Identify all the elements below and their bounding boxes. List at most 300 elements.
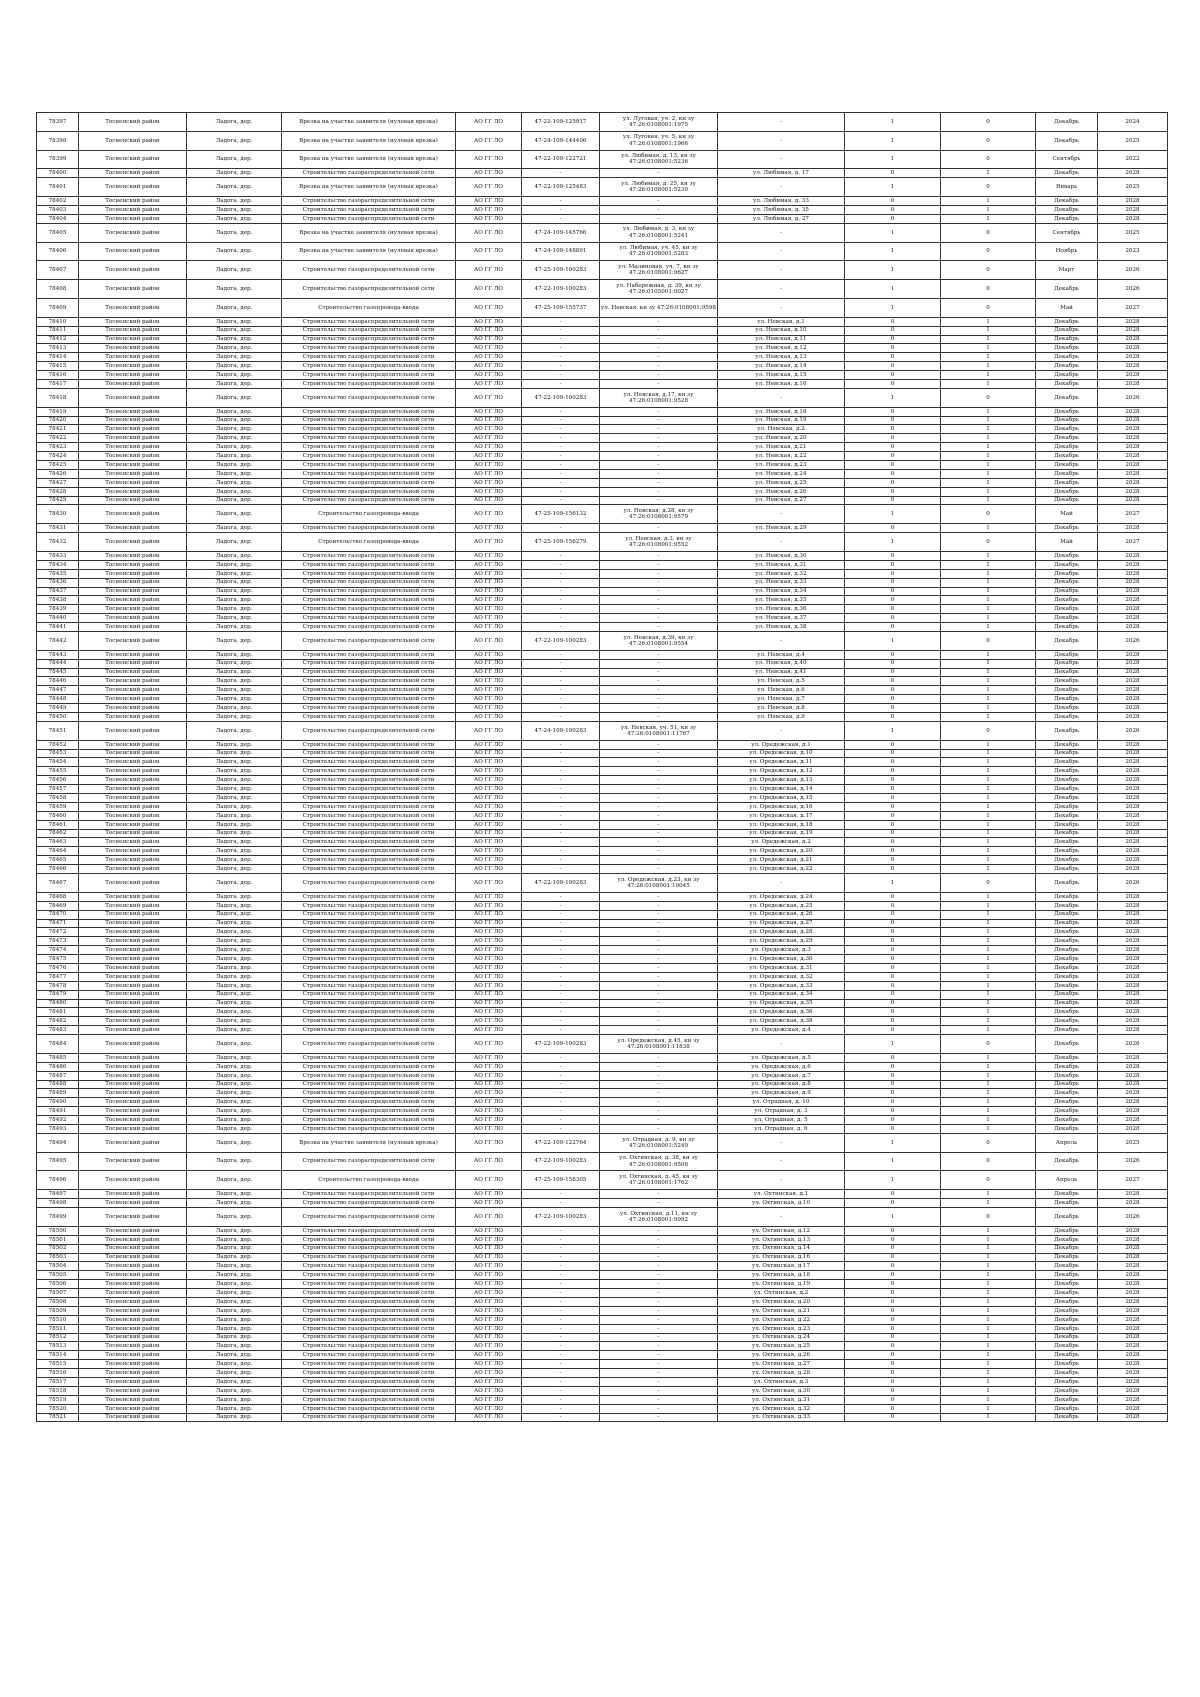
cell-row-number: 78508 (37, 1297, 79, 1306)
cell-row-number: 78429 (37, 496, 79, 505)
cell-request-number: - (522, 425, 600, 434)
cell-address: ул. Любимая, д. 17 (718, 169, 845, 178)
cell-organization: АО ГГ ЛО (456, 767, 522, 776)
cell-year: 2028 (1098, 1271, 1168, 1280)
cell-row-number: 78403 (37, 205, 79, 214)
cell-district: Тосненский район (79, 1089, 187, 1098)
cell-quantity-2: 1 (941, 865, 1036, 874)
cell-address: - (718, 298, 845, 317)
cell-address: ул. Невская, д.41 (718, 668, 845, 677)
cell-organization: АО ГГ ЛО (456, 614, 522, 623)
cell-work-type: Строительство газораспределительной сети (282, 1271, 456, 1280)
cell-settlement: Ладога, дер. (187, 668, 282, 677)
cell-organization: АО ГГ ЛО (456, 242, 522, 261)
cell-year: 2028 (1098, 1199, 1168, 1208)
cell-month: Декабрь (1036, 1116, 1098, 1125)
cell-district: Тосненский район (79, 425, 187, 434)
table-row (37, 205, 1168, 214)
cell-organization: АО ГГ ЛО (456, 496, 522, 505)
cell-district: Тосненский район (79, 496, 187, 505)
cell-year: 2028 (1098, 1226, 1168, 1235)
cell-cadastral-address: - (600, 1226, 718, 1235)
cell-year: 2028 (1098, 1386, 1168, 1395)
cell-work-type: Строительство газопровода-ввода (282, 298, 456, 317)
cell-work-type: Строительство газораспределительной сети (282, 1071, 456, 1080)
cell-cadastral-address: - (600, 379, 718, 388)
cell-request-number: - (522, 1026, 600, 1035)
cell-quantity-1: 0 (845, 1342, 941, 1351)
cell-row-number: 78448 (37, 695, 79, 704)
cell-organization: АО ГГ ЛО (456, 487, 522, 496)
cell-settlement: Ладога, дер. (187, 1171, 282, 1190)
cell-year: 2028 (1098, 785, 1168, 794)
cell-work-type: Строительство газораспределительной сети (282, 587, 456, 596)
cell-quantity-2: 0 (941, 1208, 1036, 1227)
table-row (37, 856, 1168, 865)
cell-year: 2028 (1098, 829, 1168, 838)
cell-quantity-1: 0 (845, 326, 941, 335)
cell-organization: АО ГГ ЛО (456, 416, 522, 425)
cell-cadastral-address: ул. Луговая, уч. 2, кн зу 47:26:0108001:1975 (600, 113, 718, 132)
cell-month: Декабрь (1036, 811, 1098, 820)
cell-year: 2028 (1098, 990, 1168, 999)
cell-quantity-2: 1 (941, 1244, 1036, 1253)
cell-work-type: Строительство газораспределительной сети (282, 317, 456, 326)
cell-work-type: Строительство газораспределительной сети (282, 569, 456, 578)
cell-address: - (718, 631, 845, 650)
cell-request-number: - (522, 1017, 600, 1026)
cell-organization: АО ГГ ЛО (456, 1125, 522, 1134)
cell-request-number: - (522, 1199, 600, 1208)
cell-cadastral-address: - (600, 407, 718, 416)
cell-row-number: 78464 (37, 847, 79, 856)
cell-settlement: Ладога, дер. (187, 677, 282, 686)
cell-month: Декабрь (1036, 910, 1098, 919)
cell-month: Декабрь (1036, 928, 1098, 937)
cell-request-number: - (522, 1116, 600, 1125)
cell-settlement: Ладога, дер. (187, 505, 282, 524)
cell-quantity-1: 0 (845, 1080, 941, 1089)
cell-row-number: 78407 (37, 261, 79, 280)
cell-year: 2028 (1098, 596, 1168, 605)
cell-settlement: Ладога, дер. (187, 1208, 282, 1227)
cell-district: Тосненский район (79, 1071, 187, 1080)
cell-request-number: - (522, 847, 600, 856)
cell-work-type: Строительство газораспределительной сети (282, 261, 456, 280)
cell-quantity-2: 1 (941, 712, 1036, 721)
cell-row-number: 78446 (37, 677, 79, 686)
cell-cadastral-address: - (600, 1360, 718, 1369)
table-row (37, 587, 1168, 596)
cell-address: - (718, 1035, 845, 1054)
cell-request-number: - (522, 317, 600, 326)
cell-district: Тосненский район (79, 551, 187, 560)
cell-settlement: Ладога, дер. (187, 131, 282, 150)
cell-district: Тосненский район (79, 131, 187, 150)
cell-settlement: Ладога, дер. (187, 785, 282, 794)
cell-organization: АО ГГ ЛО (456, 443, 522, 452)
cell-request-number: - (522, 901, 600, 910)
table-row (37, 758, 1168, 767)
cell-settlement: Ладога, дер. (187, 1098, 282, 1107)
cell-row-number: 78516 (37, 1369, 79, 1378)
cell-request-number: - (522, 856, 600, 865)
cell-district: Тосненский район (79, 721, 187, 740)
table-row (37, 1080, 1168, 1089)
cell-work-type: Строительство газораспределительной сети (282, 605, 456, 614)
cell-quantity-1: 0 (845, 910, 941, 919)
cell-quantity-2: 1 (941, 443, 1036, 452)
cell-quantity-2: 1 (941, 614, 1036, 623)
cell-row-number: 78427 (37, 478, 79, 487)
cell-organization: АО ГГ ЛО (456, 1190, 522, 1199)
cell-cadastral-address: ул. Набережная, д. 39, кн зу 47:26:0105001:0027 (600, 280, 718, 299)
cell-month: Декабрь (1036, 668, 1098, 677)
cell-cadastral-address: - (600, 999, 718, 1008)
cell-request-number: - (522, 578, 600, 587)
cell-work-type: Строительство газораспределительной сети (282, 578, 456, 587)
cell-district: Тосненский район (79, 829, 187, 838)
cell-quantity-2: 1 (941, 434, 1036, 443)
cell-month: Декабрь (1036, 487, 1098, 496)
cell-request-number: - (522, 1342, 600, 1351)
cell-organization: АО ГГ ЛО (456, 205, 522, 214)
cell-work-type: Строительство газораспределительной сети (282, 785, 456, 794)
cell-organization: АО ГГ ЛО (456, 1386, 522, 1395)
cell-address: ул. Невская, д.31 (718, 560, 845, 569)
cell-year: 2028 (1098, 569, 1168, 578)
cell-address: ул. Охтинская, д.10 (718, 1199, 845, 1208)
cell-year: 2028 (1098, 659, 1168, 668)
cell-month: Декабрь (1036, 388, 1098, 407)
cell-request-number: - (522, 704, 600, 713)
cell-work-type: Строительство газораспределительной сети (282, 1404, 456, 1413)
cell-cadastral-address: ул. Любимая, д. 3, кн зу 47:26:0108001:5241 (600, 223, 718, 242)
cell-address: ул. Оредежская, д.3 (718, 946, 845, 955)
table-row (37, 496, 1168, 505)
cell-request-number: 47-22-109-100283 (522, 1152, 600, 1171)
cell-quantity-2: 1 (941, 371, 1036, 380)
cell-cadastral-address: - (600, 972, 718, 981)
cell-address: - (718, 533, 845, 552)
table-row (37, 578, 1168, 587)
cell-month: Декабрь (1036, 335, 1098, 344)
cell-request-number: - (522, 461, 600, 470)
cell-quantity-1: 0 (845, 981, 941, 990)
cell-year: 2028 (1098, 578, 1168, 587)
cell-quantity-1: 1 (845, 223, 941, 242)
cell-request-number: - (522, 569, 600, 578)
cell-quantity-1: 0 (845, 317, 941, 326)
table-row (37, 847, 1168, 856)
cell-quantity-1: 0 (845, 1386, 941, 1395)
table-row (37, 478, 1168, 487)
cell-year: 2028 (1098, 1280, 1168, 1289)
table-row (37, 1133, 1168, 1152)
table-row (37, 1235, 1168, 1244)
cell-district: Тосненский район (79, 874, 187, 893)
cell-quantity-1: 0 (845, 1190, 941, 1199)
cell-work-type: Строительство газораспределительной сети (282, 1098, 456, 1107)
cell-organization: АО ГГ ЛО (456, 749, 522, 758)
cell-quantity-1: 0 (845, 847, 941, 856)
cell-year: 2027 (1098, 1171, 1168, 1190)
cell-quantity-1: 1 (845, 280, 941, 299)
cell-cadastral-address: - (600, 1297, 718, 1306)
cell-cadastral-address: - (600, 767, 718, 776)
cell-row-number: 78502 (37, 1244, 79, 1253)
cell-organization: АО ГГ ЛО (456, 937, 522, 946)
cell-settlement: Ладога, дер. (187, 478, 282, 487)
cell-cadastral-address: - (600, 686, 718, 695)
cell-row-number: 78405 (37, 223, 79, 242)
cell-address: ул. Охтинская, д.30 (718, 1386, 845, 1395)
cell-organization: АО ГГ ЛО (456, 1351, 522, 1360)
cell-quantity-2: 1 (941, 587, 1036, 596)
cell-request-number: - (522, 1289, 600, 1298)
cell-quantity-1: 0 (845, 776, 941, 785)
cell-work-type: Строительство газораспределительной сети (282, 1152, 456, 1171)
cell-year: 2028 (1098, 668, 1168, 677)
cell-month: Декабрь (1036, 740, 1098, 749)
cell-request-number: - (522, 955, 600, 964)
cell-cadastral-address: - (600, 749, 718, 758)
cell-quantity-1: 0 (845, 856, 941, 865)
cell-year: 2028 (1098, 820, 1168, 829)
cell-cadastral-address: - (600, 587, 718, 596)
cell-organization: АО ГГ ЛО (456, 990, 522, 999)
cell-cadastral-address: - (600, 677, 718, 686)
cell-quantity-1: 0 (845, 677, 941, 686)
cell-row-number: 78444 (37, 659, 79, 668)
cell-cadastral-address: - (600, 569, 718, 578)
cell-month: Декабрь (1036, 1271, 1098, 1280)
cell-month: Декабрь (1036, 214, 1098, 223)
cell-cadastral-address: ул. Луговая, уч. 5, кн зу 47:26:0108001:1966 (600, 131, 718, 150)
cell-quantity-1: 0 (845, 569, 941, 578)
table-row (37, 1199, 1168, 1208)
cell-row-number: 78461 (37, 820, 79, 829)
cell-quantity-1: 0 (845, 1315, 941, 1324)
cell-cadastral-address: ул. Невская, д.39, кн зу 47:26:0108001:9554 (600, 631, 718, 650)
cell-district: Тосненский район (79, 1107, 187, 1116)
cell-year: 2028 (1098, 469, 1168, 478)
cell-organization: АО ГГ ЛО (456, 776, 522, 785)
table-row (37, 261, 1168, 280)
cell-month: Декабрь (1036, 712, 1098, 721)
cell-year: 2028 (1098, 901, 1168, 910)
cell-organization: АО ГГ ЛО (456, 972, 522, 981)
cell-quantity-1: 0 (845, 197, 941, 206)
cell-organization: АО ГГ ЛО (456, 178, 522, 197)
cell-organization: АО ГГ ЛО (456, 659, 522, 668)
table-row (37, 1208, 1168, 1227)
cell-quantity-1: 0 (845, 1008, 941, 1017)
cell-address: ул. Охтинская, д.3 (718, 1378, 845, 1387)
cell-month: Декабрь (1036, 937, 1098, 946)
cell-request-number: - (522, 1271, 600, 1280)
cell-address: ул. Невская, д.30 (718, 551, 845, 560)
cell-row-number: 78492 (37, 1116, 79, 1125)
cell-settlement: Ладога, дер. (187, 469, 282, 478)
cell-district: Тосненский район (79, 1080, 187, 1089)
cell-organization: АО ГГ ЛО (456, 892, 522, 901)
cell-work-type: Строительство газораспределительной сети (282, 1280, 456, 1289)
cell-settlement: Ладога, дер. (187, 214, 282, 223)
cell-request-number: - (522, 963, 600, 972)
cell-work-type: Строительство газопровода-ввода (282, 533, 456, 552)
cell-year: 2028 (1098, 847, 1168, 856)
cell-district: Тосненский район (79, 1035, 187, 1054)
cell-district: Тосненский район (79, 317, 187, 326)
cell-row-number: 78451 (37, 721, 79, 740)
cell-month: Декабрь (1036, 560, 1098, 569)
cell-organization: АО ГГ ЛО (456, 794, 522, 803)
cell-quantity-2: 1 (941, 937, 1036, 946)
cell-year: 2028 (1098, 1062, 1168, 1071)
cell-request-number: - (522, 1306, 600, 1315)
cell-quantity-2: 0 (941, 280, 1036, 299)
cell-work-type: Строительство газораспределительной сети (282, 425, 456, 434)
cell-year: 2024 (1098, 113, 1168, 132)
cell-work-type: Строительство газораспределительной сети (282, 856, 456, 865)
cell-organization: АО ГГ ЛО (456, 1071, 522, 1080)
cell-quantity-1: 1 (845, 150, 941, 169)
cell-request-number: - (522, 614, 600, 623)
cell-settlement: Ладога, дер. (187, 344, 282, 353)
table-row (37, 874, 1168, 893)
cell-row-number: 78462 (37, 829, 79, 838)
cell-quantity-2: 1 (941, 1342, 1036, 1351)
cell-settlement: Ладога, дер. (187, 1297, 282, 1306)
cell-settlement: Ладога, дер. (187, 569, 282, 578)
cell-month: Декабрь (1036, 1008, 1098, 1017)
cell-month: Декабрь (1036, 946, 1098, 955)
cell-address: ул. Оредежская, д.15 (718, 794, 845, 803)
cell-work-type: Строительство газораспределительной сети (282, 623, 456, 632)
table-body (37, 113, 1168, 1422)
cell-address: ул. Невская, д.38 (718, 623, 845, 632)
cell-work-type: Строительство газораспределительной сети (282, 811, 456, 820)
cell-cadastral-address: - (600, 1306, 718, 1315)
cell-year: 2028 (1098, 749, 1168, 758)
cell-year: 2028 (1098, 1053, 1168, 1062)
cell-address: ул. Оредежская, д.29 (718, 937, 845, 946)
cell-request-number: - (522, 892, 600, 901)
cell-address: ул. Невская, д.15 (718, 371, 845, 380)
table-row (37, 695, 1168, 704)
cell-month: Декабрь (1036, 1107, 1098, 1116)
cell-quantity-1: 0 (845, 937, 941, 946)
table-row (37, 677, 1168, 686)
cell-settlement: Ладога, дер. (187, 1008, 282, 1017)
cell-request-number: 47-25-109-100283 (522, 261, 600, 280)
cell-quantity-2: 1 (941, 1125, 1036, 1134)
cell-cadastral-address: - (600, 785, 718, 794)
cell-request-number: - (522, 990, 600, 999)
cell-organization: АО ГГ ЛО (456, 785, 522, 794)
cell-cadastral-address: - (600, 1378, 718, 1387)
cell-work-type: Строительство газораспределительной сети (282, 820, 456, 829)
cell-request-number: - (522, 865, 600, 874)
cell-quantity-2: 1 (941, 811, 1036, 820)
cell-year: 2027 (1098, 505, 1168, 524)
cell-row-number: 78450 (37, 712, 79, 721)
cell-district: Тосненский район (79, 1190, 187, 1199)
cell-row-number: 78513 (37, 1342, 79, 1351)
cell-request-number: - (522, 434, 600, 443)
cell-address: - (718, 721, 845, 740)
cell-request-number: - (522, 1315, 600, 1324)
cell-work-type: Строительство газораспределительной сети (282, 1226, 456, 1235)
cell-quantity-2: 1 (941, 335, 1036, 344)
cell-cadastral-address: - (600, 1342, 718, 1351)
cell-organization: АО ГГ ЛО (456, 623, 522, 632)
table-row (37, 1035, 1168, 1054)
cell-address: ул. Оредежская, д.38 (718, 1017, 845, 1026)
cell-cadastral-address: - (600, 487, 718, 496)
cell-request-number: - (522, 524, 600, 533)
cell-organization: АО ГГ ЛО (456, 469, 522, 478)
cell-row-number: 78399 (37, 150, 79, 169)
cell-address: ул. Оредежская, д.30 (718, 955, 845, 964)
cell-row-number: 78431 (37, 524, 79, 533)
cell-request-number: 47-22-109-125917 (522, 113, 600, 132)
cell-month: Декабрь (1036, 1413, 1098, 1422)
cell-organization: АО ГГ ЛО (456, 1324, 522, 1333)
table-row (37, 668, 1168, 677)
table-row (37, 1333, 1168, 1342)
cell-work-type: Строительство газораспределительной сети (282, 197, 456, 206)
cell-quantity-2: 1 (941, 910, 1036, 919)
cell-address: - (718, 150, 845, 169)
table-row (37, 551, 1168, 560)
cell-row-number: 78437 (37, 587, 79, 596)
cell-month: Декабрь (1036, 820, 1098, 829)
cell-settlement: Ладога, дер. (187, 452, 282, 461)
cell-address: - (718, 261, 845, 280)
cell-request-number: - (522, 1378, 600, 1387)
cell-district: Тосненский район (79, 937, 187, 946)
cell-cadastral-address: - (600, 1125, 718, 1134)
cell-work-type: Строительство газораспределительной сети (282, 972, 456, 981)
cell-work-type: Строительство газораспределительной сети (282, 829, 456, 838)
cell-quantity-2: 1 (941, 1306, 1036, 1315)
cell-settlement: Ладога, дер. (187, 631, 282, 650)
cell-quantity-2: 1 (941, 452, 1036, 461)
cell-row-number: 78409 (37, 298, 79, 317)
cell-quantity-1: 0 (845, 1116, 941, 1125)
cell-year: 2028 (1098, 1107, 1168, 1116)
cell-settlement: Ладога, дер. (187, 901, 282, 910)
cell-row-number: 78455 (37, 767, 79, 776)
cell-year: 2028 (1098, 317, 1168, 326)
cell-year: 2028 (1098, 856, 1168, 865)
cell-organization: АО ГГ ЛО (456, 1333, 522, 1342)
cell-quantity-1: 0 (845, 659, 941, 668)
cell-request-number: - (522, 802, 600, 811)
cell-work-type: Строительство газораспределительной сети (282, 749, 456, 758)
cell-settlement: Ладога, дер. (187, 1280, 282, 1289)
cell-year: 2026 (1098, 1208, 1168, 1227)
cell-work-type: Строительство газораспределительной сети (282, 496, 456, 505)
cell-year: 2028 (1098, 1089, 1168, 1098)
cell-row-number: 78491 (37, 1107, 79, 1116)
cell-request-number: - (522, 999, 600, 1008)
cell-settlement: Ладога, дер. (187, 623, 282, 632)
cell-request-number: - (522, 677, 600, 686)
cell-year: 2028 (1098, 1351, 1168, 1360)
